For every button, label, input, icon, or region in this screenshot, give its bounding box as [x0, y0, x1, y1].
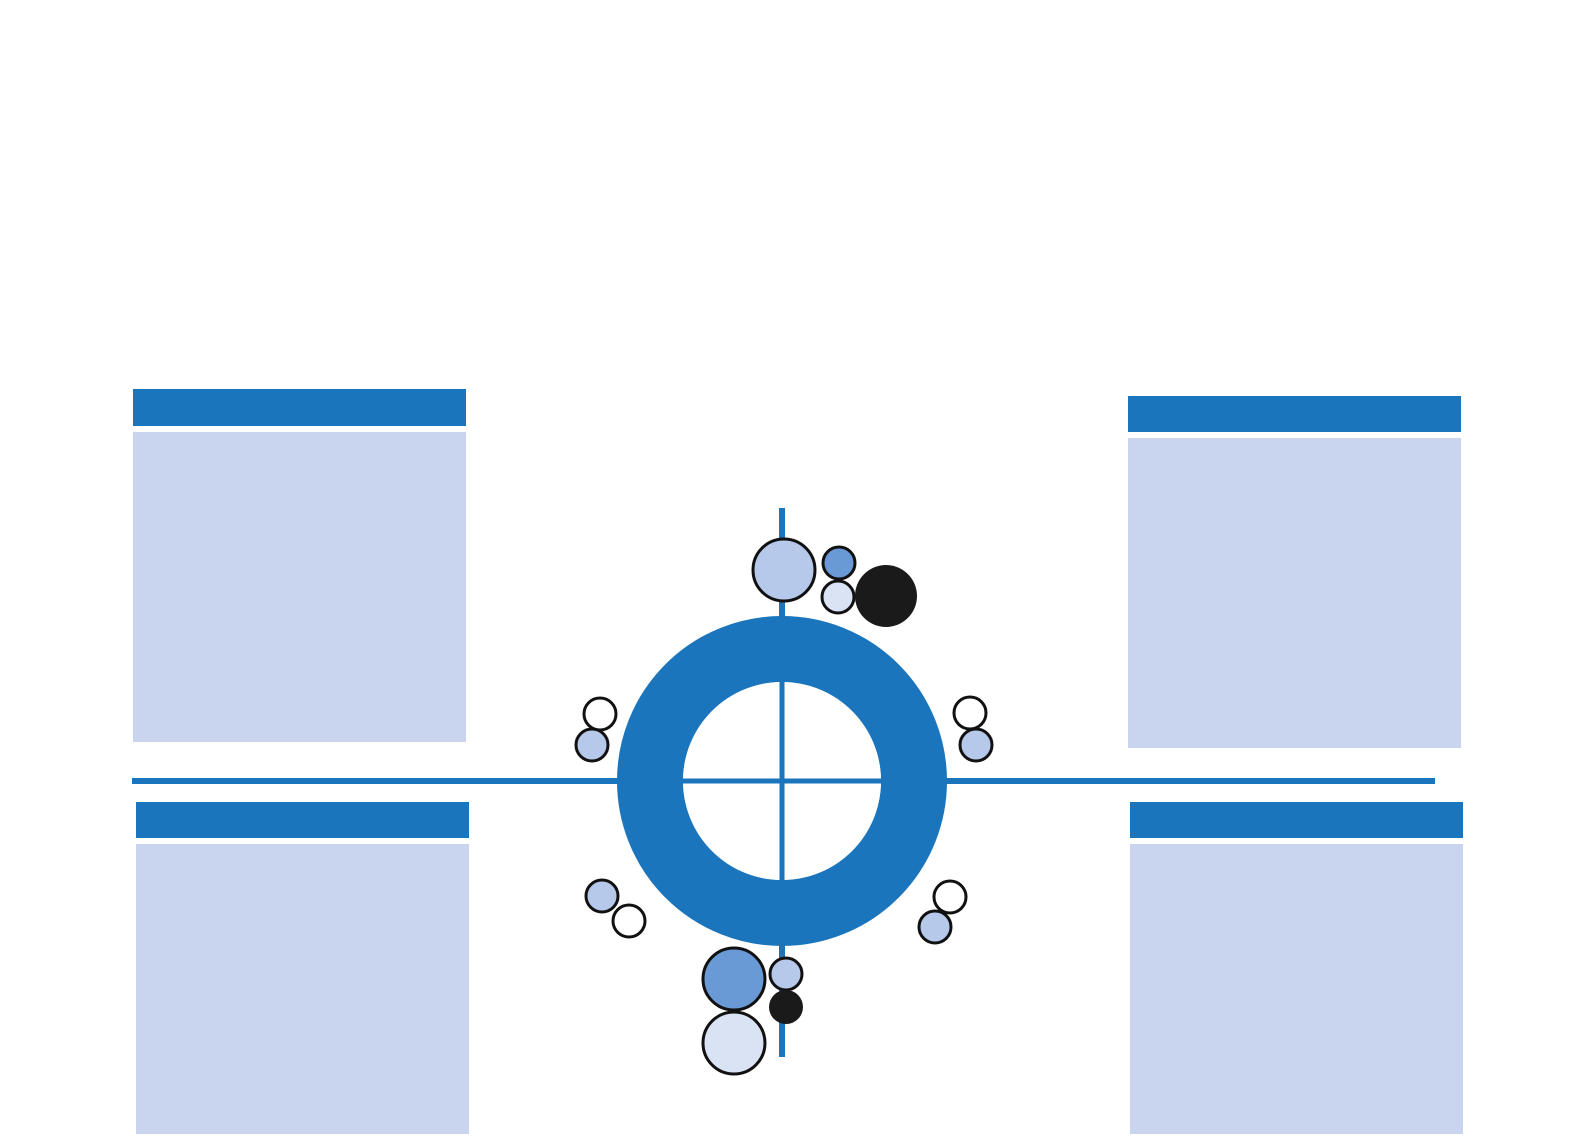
lower-right-cluster-light-circle: [919, 911, 951, 943]
bottom-cluster-black-circle: [769, 990, 803, 1024]
left-cluster-light-circle: [576, 729, 608, 761]
right-cluster-white-circle: [954, 697, 986, 729]
lower-left-cluster-white-circle: [613, 905, 645, 937]
left-cluster-white-circle: [584, 698, 616, 730]
top-cluster-pale-circle: [822, 581, 854, 613]
bottom-cluster-mid-circle: [703, 948, 765, 1010]
top-cluster-black-circle: [855, 565, 917, 627]
bottom-cluster-pale-circle: [703, 1012, 765, 1074]
lower-right-cluster-white-circle: [934, 881, 966, 913]
top-cluster-mid-circle: [823, 547, 855, 579]
bottom-cluster-light-circle: [770, 958, 802, 990]
lower-left-cluster-light-circle: [586, 880, 618, 912]
top-cluster-light-circle: [753, 539, 815, 601]
right-cluster-light-circle: [960, 729, 992, 761]
